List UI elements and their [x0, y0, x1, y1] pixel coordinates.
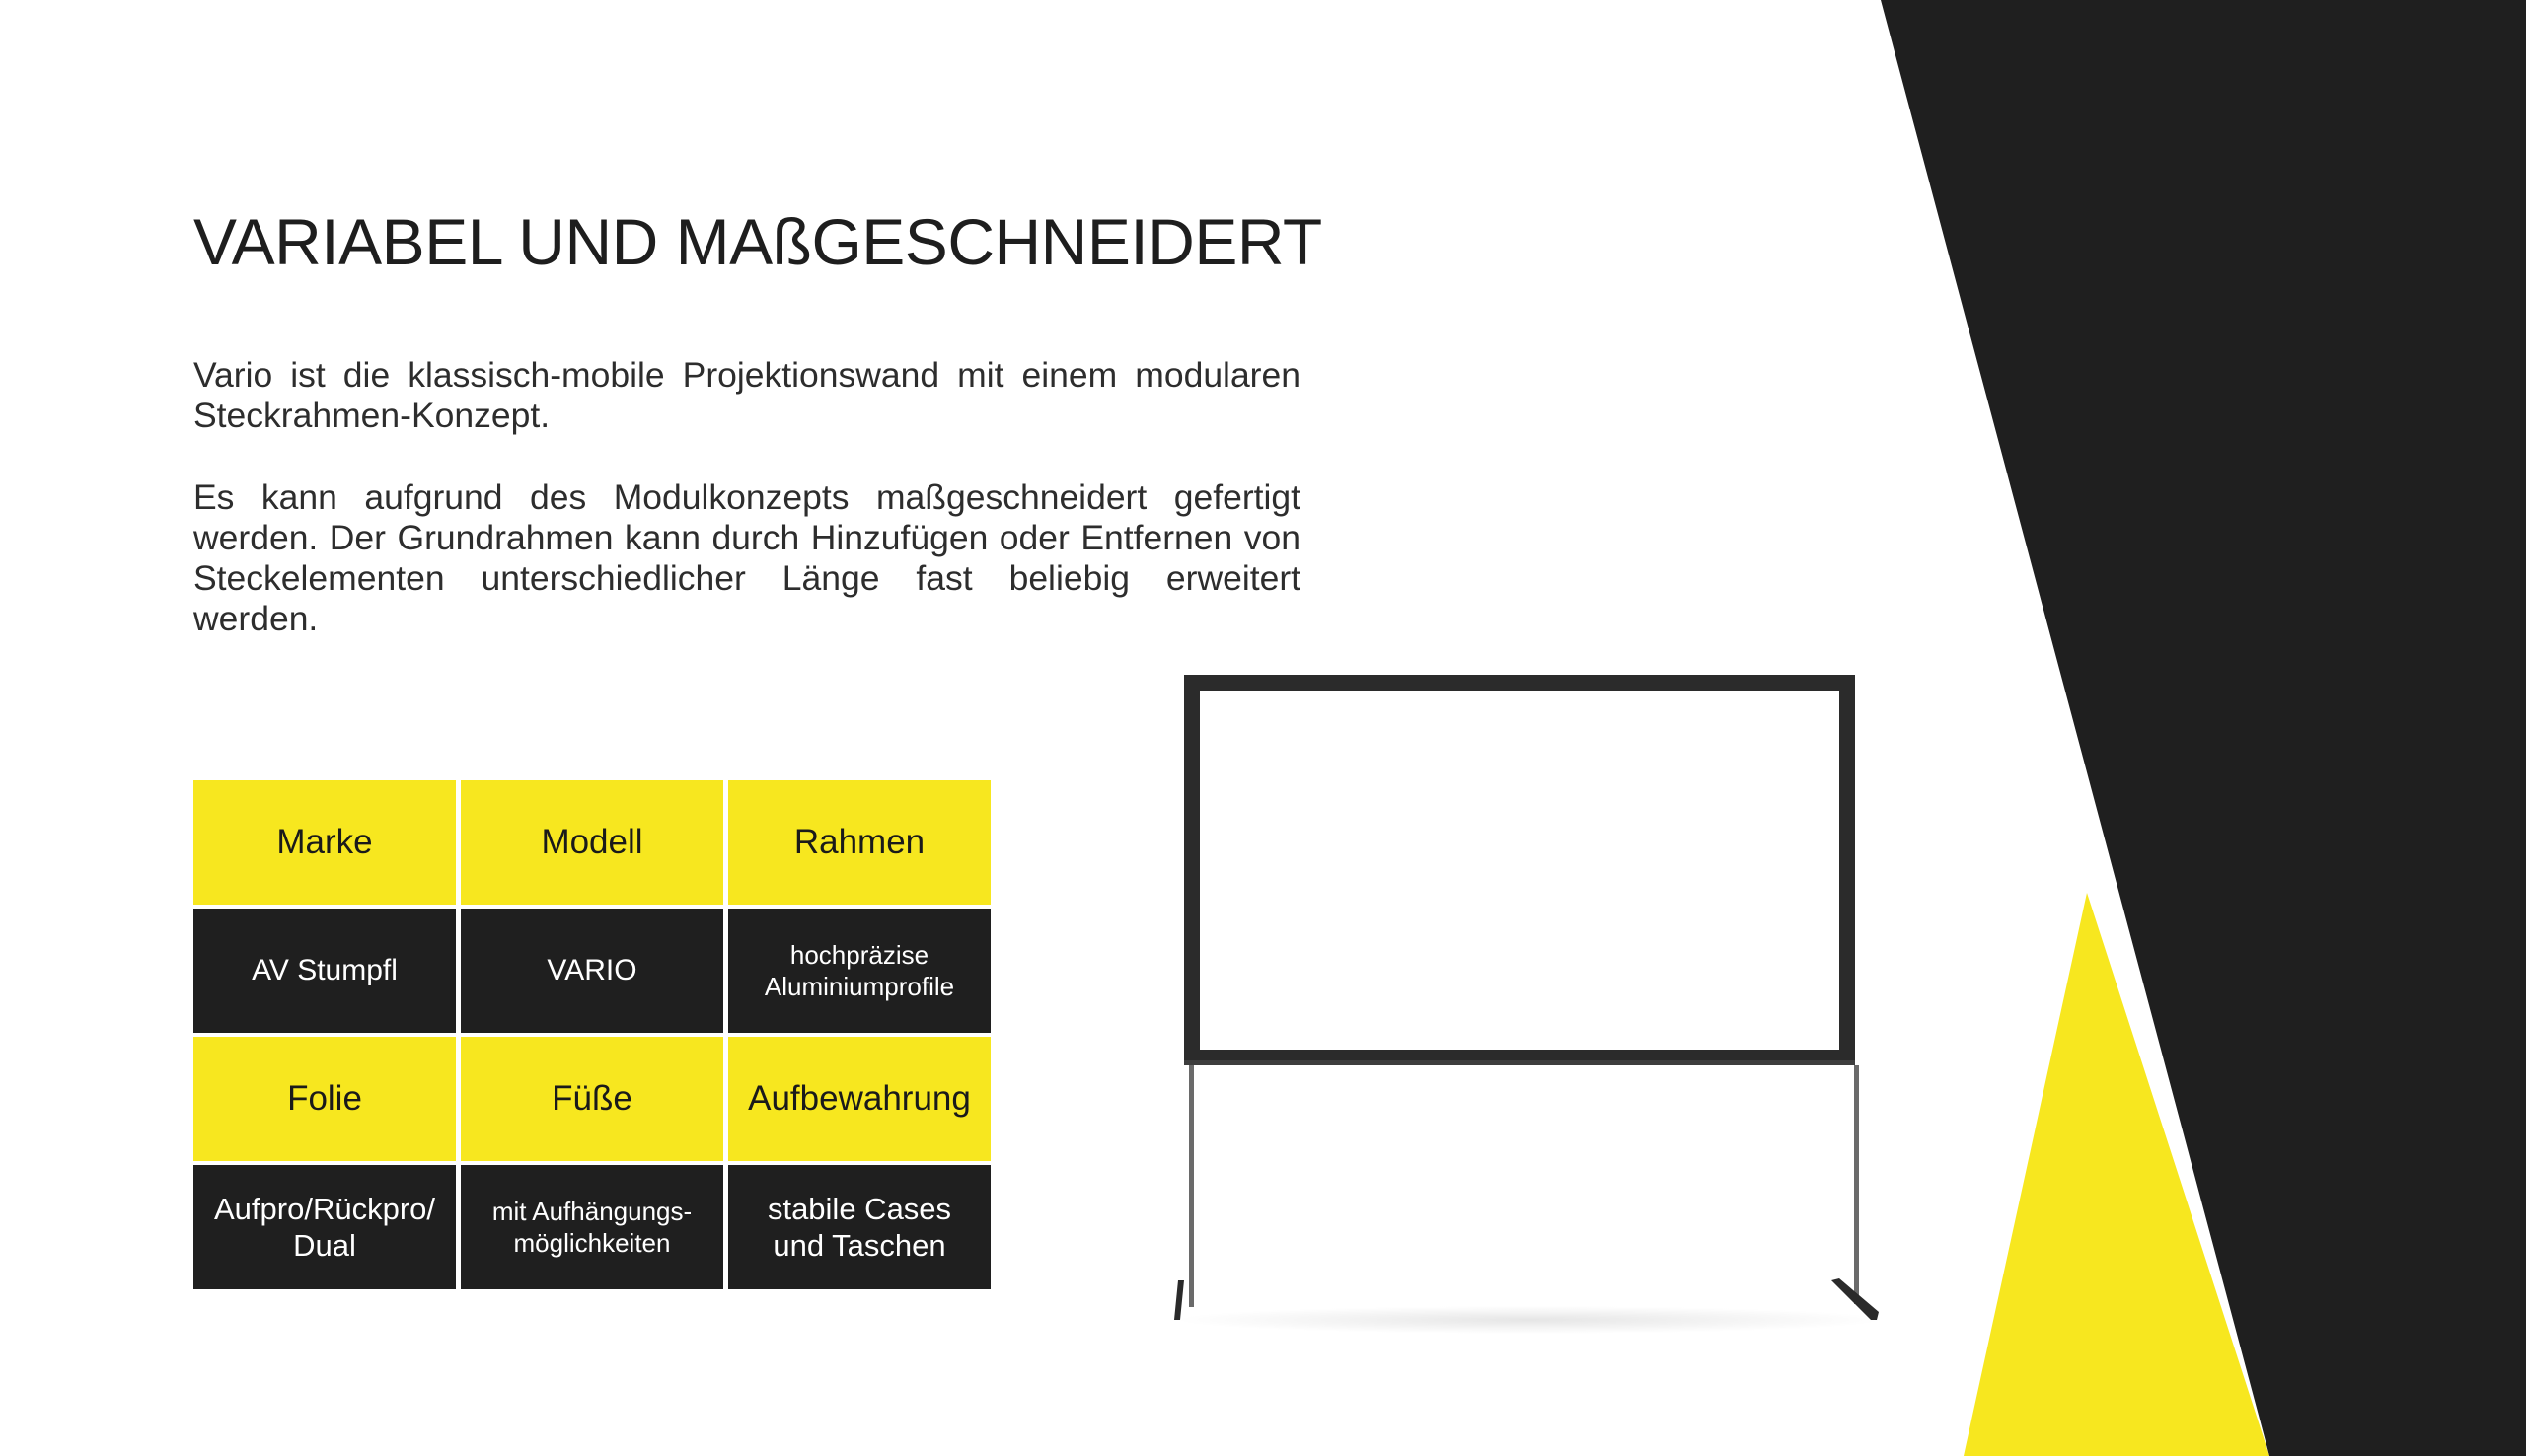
- projection-screen-image: [1164, 661, 1904, 1351]
- frame-bottom-highlight: [1184, 1060, 1855, 1065]
- description-paragraph: Es kann aufgrund des Modulkonzepts maßgeschneidert gefertigt werden. Der Grundrahmen kann durch Hinzufügen oder Entfernen von Steckelementen unterschiedlicher Länge fast beliebig erweitert werden.: [193, 477, 1300, 638]
- spec-header-label: Füße: [552, 1079, 632, 1118]
- left-foot: [1174, 1280, 1184, 1320]
- intro-paragraph: Vario ist die klassisch-mobile Projektionswand mit einem modularen Steckrahmen-Konzept.: [193, 355, 1300, 435]
- spec-value-cell: [193, 909, 456, 1033]
- spec-header-cell: [728, 780, 991, 905]
- spec-value-cell: [728, 909, 991, 1033]
- black-diagonal-panel: [1881, 0, 2526, 1456]
- spec-value-cell: [461, 909, 723, 1033]
- spec-table: [193, 780, 997, 1289]
- spec-header-cell: [728, 1037, 991, 1161]
- spec-value-label: VARIO: [547, 954, 637, 986]
- spec-value-label: mit Aufhängungs- möglichkeiten: [491, 1197, 693, 1258]
- floor-shadow: [1174, 1306, 1885, 1334]
- left-stand-leg: [1189, 1065, 1194, 1307]
- spec-header-label: Modell: [541, 823, 643, 861]
- spec-header-cell: [461, 1037, 723, 1161]
- spec-header-label: Folie: [287, 1079, 362, 1118]
- spec-value-label: AV Stumpfl: [252, 954, 398, 986]
- spec-value-label: stabile Cases und Taschen: [767, 1192, 952, 1263]
- spec-value-cell: [461, 1165, 723, 1289]
- spec-value-cell: [193, 1165, 456, 1289]
- spec-header-label: Aufbewahrung: [748, 1079, 971, 1118]
- spec-value-cell: [728, 1165, 991, 1289]
- right-stand-leg: [1854, 1065, 1859, 1304]
- spec-header-cell: [193, 1037, 456, 1161]
- spec-header-cell: [193, 780, 456, 905]
- spec-header-label: Marke: [276, 823, 373, 861]
- screen-surface: [1200, 691, 1839, 1050]
- spec-header-label: Rahmen: [793, 823, 926, 861]
- page-title: VARIABEL UND MAßGESCHNEIDERT: [193, 205, 1322, 279]
- spec-value-label: hochpräzise Aluminiumprofile: [764, 940, 955, 1001]
- spec-value-label: Aufpro/Rückpro/ Dual: [214, 1192, 435, 1263]
- spec-header-cell: [461, 780, 723, 905]
